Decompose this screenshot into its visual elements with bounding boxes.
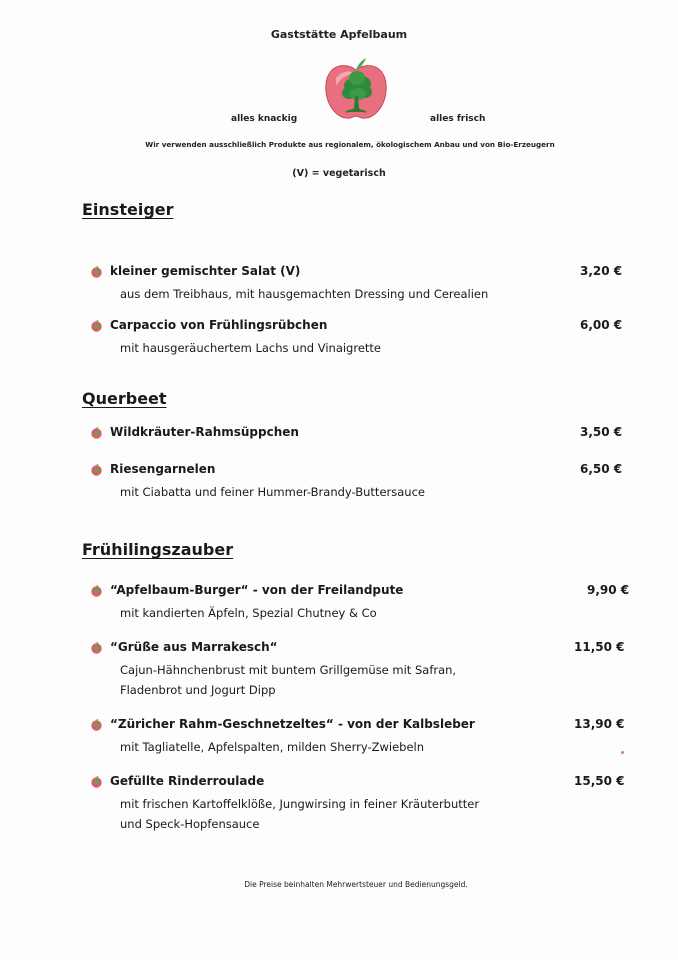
item-name: Wildkräuter-Rahmsüppchen (110, 425, 299, 439)
vegetarian-note: (V) = vegetarisch (292, 168, 386, 179)
item-name: Gefüllte Rinderroulade (110, 774, 265, 788)
stray-mark (621, 751, 624, 754)
item-description: mit Ciabatta und feiner Hummer-Brandy-Buttersauce (120, 485, 425, 499)
section-title-einsteiger: Einsteiger (82, 200, 174, 219)
item-name: “Grüße aus Marrakesch“ (110, 640, 278, 654)
item-description: mit kandierten Äpfeln, Spezial Chutney & Co (120, 606, 377, 620)
item-description: mit hausgeräuchertem Lachs und Vinaigrette (120, 341, 382, 355)
apple-bullet-icon (90, 719, 103, 731)
apple-bullet-icon (90, 464, 103, 476)
section-title-querbeet: Querbeet (82, 389, 167, 408)
item-description: Cajun-Hähnchenbrust mit buntem Grillgemüse mit Safran, (120, 663, 457, 677)
item-description: Fladenbrot und Jogurt Dipp (120, 683, 276, 697)
apple-bullet-icon (90, 776, 103, 788)
item-description: mit frischen Kartoffelklöße, Jungwirsing in feiner Kräuterbutter (120, 797, 480, 811)
footer-note: Die Preise beinhalten Mehrwertsteuer und Bedienungsgeld. (244, 880, 468, 889)
apple-bullet-icon (90, 642, 103, 654)
item-price: 3,20 € (580, 264, 623, 278)
apple-bullet-icon (90, 266, 103, 278)
intro-text: Wir verwenden ausschließlich Produkte aus regionalem, ökologischem Anbau und von Bio-Erzeugern (145, 140, 555, 149)
item-price: 3,50 € (580, 425, 623, 439)
apple-bullet-icon (90, 427, 103, 439)
item-price: 15,50 € (574, 774, 625, 788)
apple-bullet-icon (90, 585, 103, 597)
item-price: 6,50 € (580, 462, 623, 476)
apple-tree-logo-icon (322, 56, 390, 122)
restaurant-name: Gaststätte Apfelbaum (270, 28, 408, 41)
apple-bullet-icon (90, 320, 103, 332)
section-title-fruehlingszauber: Frühilingszauber (82, 540, 234, 559)
item-name: “Apfelbaum-Burger“ - von der Freilandpute (110, 583, 404, 597)
tagline-left: alles knackig (231, 114, 298, 124)
item-description: mit Tagliatelle, Apfelspalten, milden Sherry-Zwiebeln (120, 740, 425, 754)
item-description: und Speck-Hopfensauce (120, 817, 260, 831)
item-name: Riesengarnelen (110, 462, 216, 476)
item-name: “Züricher Rahm-Geschnetzeltes“ - von der Kalbsleber (110, 717, 475, 731)
item-name: kleiner gemischter Salat (V) (110, 264, 301, 278)
tagline-right: alles frisch (430, 114, 486, 124)
item-name: Carpaccio von Frühlingsrübchen (110, 318, 328, 332)
item-price: 9,90 € (587, 583, 630, 597)
item-description: aus dem Treibhaus, mit hausgemachten Dressing und Cerealien (120, 287, 489, 301)
item-price: 13,90 € (574, 717, 625, 731)
item-price: 6,00 € (580, 318, 623, 332)
item-price: 11,50 € (574, 640, 625, 654)
